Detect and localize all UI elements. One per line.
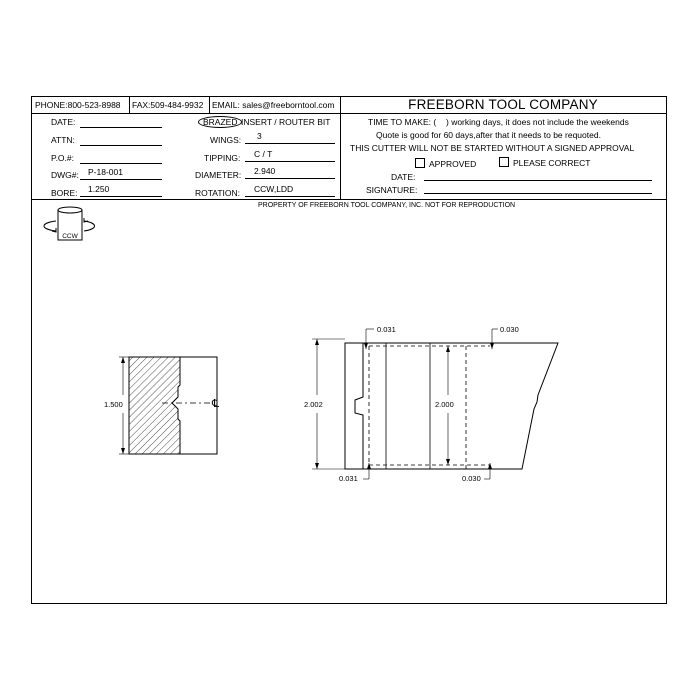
date-label: DATE: <box>51 117 76 127</box>
type-options-text: INSERT / ROUTER BIT <box>241 117 331 127</box>
rotation-value: CCW,LDD <box>254 184 294 194</box>
profile-height-dim: 1.500 <box>104 400 123 409</box>
signature-label: SIGNATURE: <box>366 185 418 195</box>
ccw-rotation-badge <box>44 207 95 240</box>
rotation-label: ROTATION: <box>195 188 241 198</box>
attn-label: ATTN: <box>51 135 75 145</box>
wings-value: 3 <box>257 131 262 141</box>
company-title: FREEBORN TOOL COMPANY <box>408 97 598 112</box>
please-correct-label: PLEASE CORRECT <box>513 158 591 168</box>
technical-drawing <box>32 97 666 603</box>
wings-label: WINGS: <box>210 135 242 145</box>
overall-height-dim: 2.002 <box>304 400 323 409</box>
time-to-make-suffix: ) working days, it does not include the weekends <box>446 117 629 127</box>
profile-view <box>104 357 219 454</box>
top-right-dim: 0.030 <box>500 325 519 334</box>
diameter-value: 2.940 <box>254 166 276 176</box>
tipping-value: C / T <box>254 149 273 159</box>
brazed-circled: BRAZED <box>198 116 242 128</box>
phone-text: PHONE:800-523-8988 <box>35 100 121 110</box>
approval-warning: THIS CUTTER WILL NOT BE STARTED WITHOUT A SIGNED APPROVAL <box>350 143 635 153</box>
top-left-dim: 0.031 <box>377 325 396 334</box>
dwg-value: P-18-001 <box>88 167 123 177</box>
bore-label: BORE: <box>51 188 78 198</box>
inner-height-dim: 2.000 <box>435 400 454 409</box>
quote-note: Quote is good for 60 days,after that it needs to be requoted. <box>376 130 601 140</box>
approved-label: APPROVED <box>429 159 477 169</box>
po-label: P.O.#: <box>51 153 74 163</box>
drawing-sheet <box>31 96 667 604</box>
ccw-badge-text: CCW <box>62 233 78 240</box>
cutter-body-view <box>304 325 558 483</box>
bore-value: 1.250 <box>88 184 110 194</box>
time-to-make-prefix: TIME TO MAKE: ( <box>368 117 437 127</box>
dwg-label: DWG#: <box>51 170 79 180</box>
bottom-left-dim: 0.031 <box>339 474 358 483</box>
centerline-symbol: ℄ <box>212 398 220 410</box>
property-note: PROPERTY OF FREEBORN TOOL COMPANY, INC. NOT FOR REPRODUCTION <box>258 202 516 209</box>
diameter-label: DIAMETER: <box>195 170 242 180</box>
bottom-right-dim: 0.030 <box>462 474 481 483</box>
fax-text: FAX:509-484-9932 <box>132 100 204 110</box>
tipping-label: TIPPING: <box>204 153 241 163</box>
email-text: EMAIL: sales@freeborntool.com <box>212 100 335 110</box>
approval-date-label: DATE: <box>391 172 416 182</box>
